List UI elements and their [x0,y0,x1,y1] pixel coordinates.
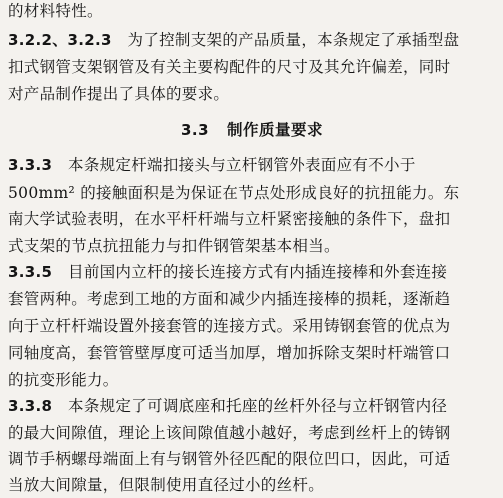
clause-3-3-8-line: 3.3.8 本条规定了可调底座和托座的丝杆外径与立杆钢管内径 [8,397,448,415]
text-line: 南大学试验表明，在水平杆杆端与立杆紧密接触的条件下，盘扣 [8,210,451,228]
text-line: 对产品制作提出了具体的要求。 [8,85,230,103]
section-heading [8,121,496,139]
text-line: 同轴度高，套管管壁厚度可适当加厚，增加拆除支架时杆端管口 [8,344,451,362]
clause-number: 3.3.8 [8,397,53,415]
clause-3-3-5-line: 3.3.5 目前国内立杆的接长连接方式有内插连接棒和外套连接 [8,263,448,281]
text-line: 调节手柄螺母端面上有与钢管外径匹配的限位凹口，因此，可适 [8,450,451,468]
clause-number: 3.2.2、3.2.3 [8,31,112,49]
clause-3-3-3-line: 3.3.3 本条规定杆端扣接头与立杆钢管外表面应有不小于 [8,156,416,174]
text-line: 套管两种。考虑到工地的方面和减少内插连接棒的损耗，逐渐趋 [8,290,451,308]
section-title: 制作质量要求 [227,120,324,139]
text-line: 向于立杆杆端设置外接套管的连接方式。采用铸钢套管的优点为 [8,317,451,335]
text-line: 扣式钢管支架钢管及有关主要构配件的尺寸及其允许偏差，同时 [8,58,451,76]
document-page [8,0,496,498]
text-line: 的材料特性。 [8,2,103,20]
text-line: 500mm² 的接触面积是为保证在节点处形成良好的抗扭能力。东 [8,184,460,202]
clause-number: 3.3.3 [8,156,53,174]
section-number: 3.3 [180,121,210,139]
text-line: 的最大间隙值，理论上该间隙值越小越好，考虑到丝杆上的铸钢 [8,424,451,442]
text-line: 当放大间隙量，但限制使用直径过小的丝杆。 [8,476,325,494]
text-line: 式支架的节点抗扭能力与扣件钢管架基本相当。 [8,237,340,255]
clause-number: 3.3.5 [8,263,53,281]
clause-3-2-2-line: 3.2.2、3.2.3 为了控制支架的产品质量，本条规定了承插型盘 [8,31,460,49]
text-line: 的抗变形能力。 [8,371,119,389]
